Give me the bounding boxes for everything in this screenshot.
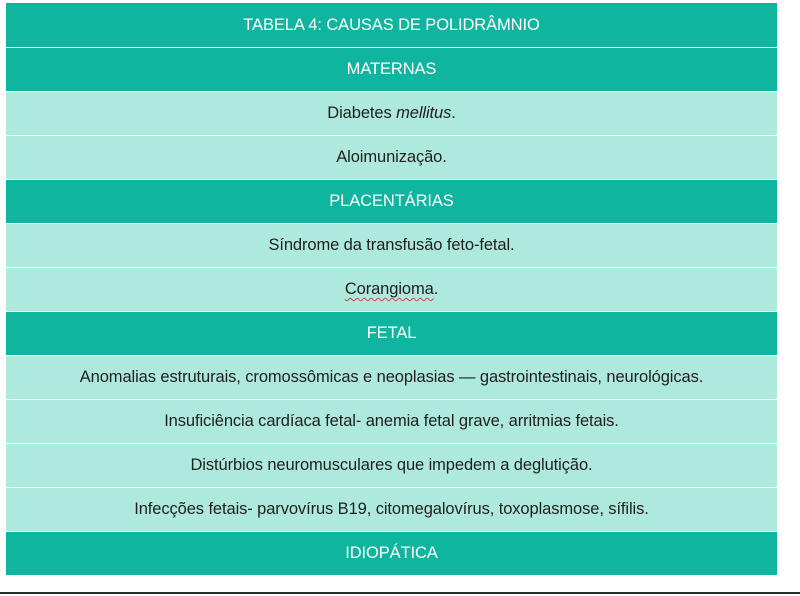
section-header-maternas (6, 48, 777, 92)
section-header-fetal (6, 312, 777, 356)
row-text-part: . (451, 104, 456, 122)
row-text: Aloimunização. (336, 148, 447, 166)
row-text (345, 280, 438, 299)
row-text: Distúrbios neuromusculares que impedem a deglutição. (190, 456, 593, 474)
table-title-text: TABELA 4: CAUSAS DE POLIDRÂMNIO (243, 15, 540, 34)
table-row (6, 136, 777, 180)
section-header-placentarias (6, 180, 777, 224)
row-text: Infecções fetais- parvovírus B19, citomegalovírus, toxoplasmose, sífilis. (134, 500, 649, 518)
section-header-idiopatica (6, 532, 777, 576)
table-row (6, 444, 777, 488)
table-row (6, 224, 777, 268)
section-header-text: FETAL (366, 324, 417, 342)
spellcheck-word: Corangioma (344, 280, 434, 298)
row-text-part: Diabetes (327, 104, 397, 122)
row-text (327, 104, 455, 123)
section-header-text: MATERNAS (346, 60, 437, 78)
bottom-divider (0, 592, 800, 594)
table-title (6, 3, 777, 48)
section-header-text: IDIOPÁTICA (345, 544, 438, 562)
section-header-text: PLACENTÁRIAS (329, 192, 454, 210)
row-text: Síndrome da transfusão feto-fetal. (268, 236, 515, 254)
table-row (6, 356, 777, 400)
table-row (6, 268, 777, 312)
row-text: Insuficiência cardíaca fetal- anemia fetal grave, arritmias fetais. (164, 412, 619, 430)
row-text-italic: mellitus (396, 104, 452, 122)
row-text: Anomalias estruturais, cromossômicas e neoplasias — gastrointestinais, neurológicas. (79, 368, 704, 386)
row-text-part: . (433, 280, 439, 298)
table-row (6, 400, 777, 444)
table-row (6, 92, 777, 136)
causes-table (6, 2, 777, 576)
table-row (6, 488, 777, 532)
